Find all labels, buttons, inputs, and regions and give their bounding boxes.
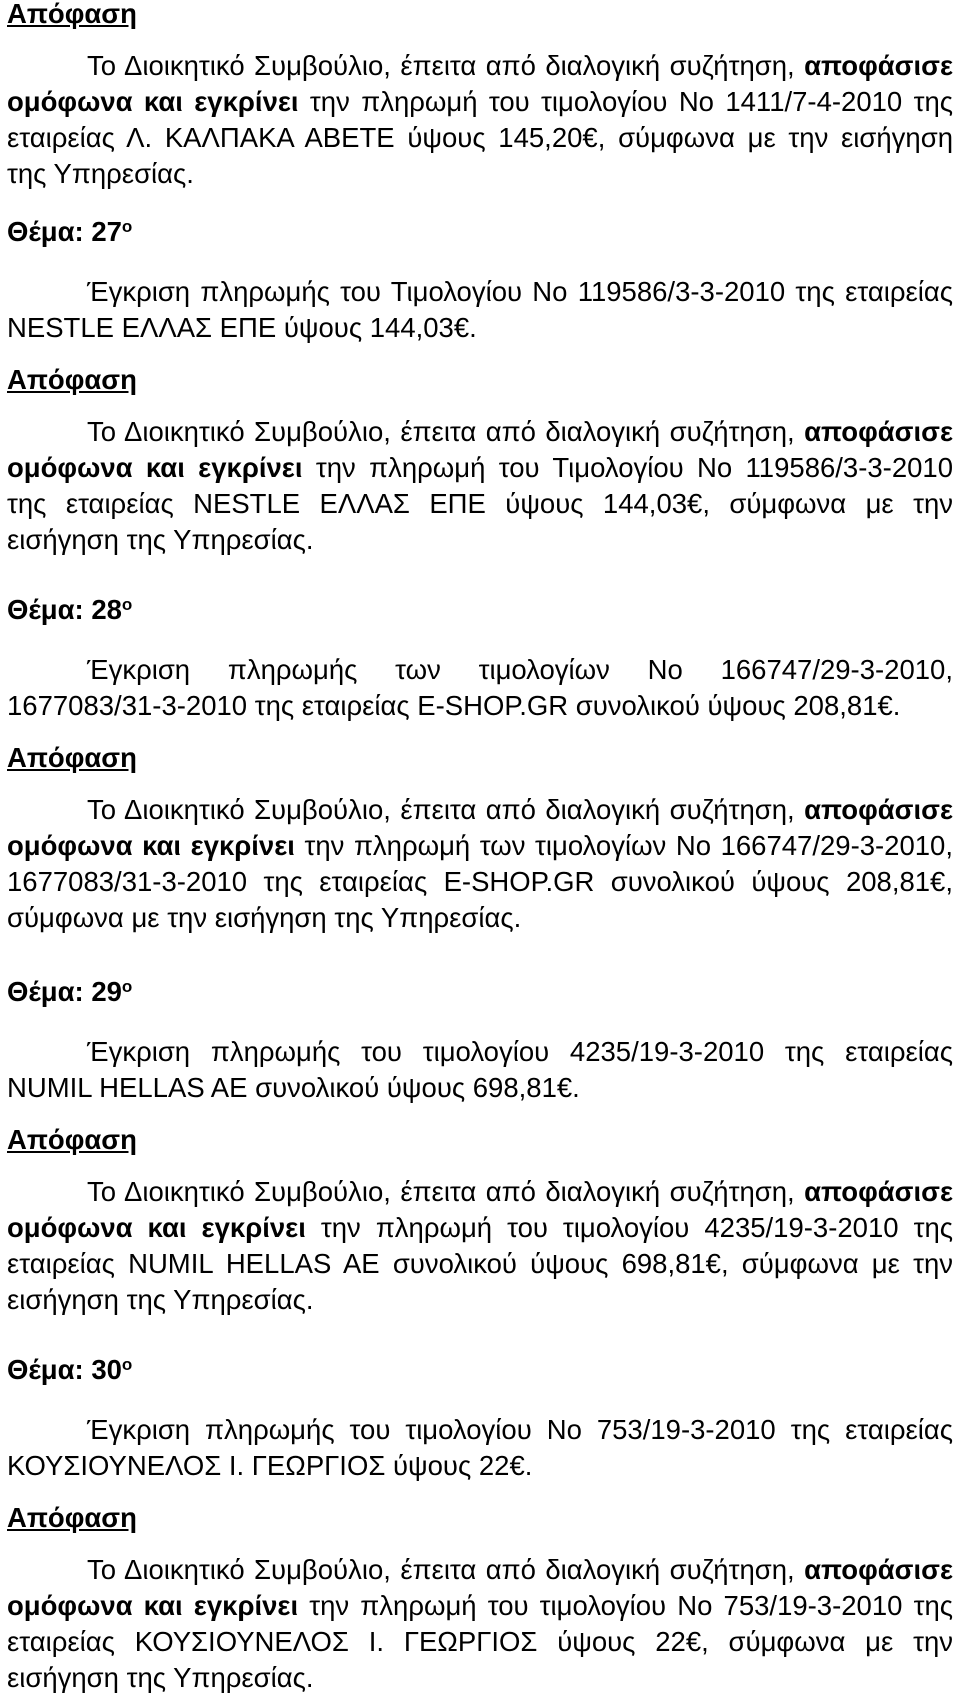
decision-paragraph: Το Διοικητικό Συμβούλιο, έπειτα από διαλογική συζήτηση, αποφάσισε ομόφωνα και εγκρίνει την πληρωμή του τιμολογίου 4235/19-3-2010 της εταιρείας NUMIL HELLAS AE συνολικού ύψους 698,81€, σύμφωνα με την εισήγηση της Υπηρεσίας. xyxy=(7,1176,953,1315)
decision-paragraph: Το Διοικητικό Συμβούλιο, έπειτα από διαλογική συζήτηση, αποφάσισε ομόφωνα και εγκρίνει την πληρωμή του τιμολογίου Νο 753/19-3-2010 της εταιρείας ΚΟΥΣΙΟΥΝΕΛΟΣ Ι. ΓΕΩΡΓΙΟΣ ύψους 22€, σύμφωνα με την εισήγηση της Υπηρεσίας. xyxy=(7,1554,953,1693)
topic-description: Έγκριση πληρωμής του Τιμολογίου Νο 119586/3-3-2010 της εταιρείας NESTLE ΕΛΛΑΣ ΕΠΕ ύψους 144,03€. xyxy=(7,276,953,343)
topic-block-27 xyxy=(7,216,953,558)
decision-heading: Απόφαση xyxy=(7,1124,137,1155)
topic-description: Έγκριση πληρωμής των τιμολογίων Νο 166747/29-3-2010, 1677083/31-3-2010 της εταιρείας E-SHOP.GR συνολικού ύψους 208,81€. xyxy=(7,654,953,721)
decision-paragraph: Το Διοικητικό Συμβούλιο, έπειτα από διαλογική συζήτηση, αποφάσισε ομόφωνα και εγκρίνει την πληρωμή του Τιμολογίου Νο 119586/3-3-2010 της εταιρείας NESTLE ΕΛΛΑΣ ΕΠΕ ύψους 144,03€, σύμφωνα με την εισήγηση της Υπηρεσίας. xyxy=(7,416,953,555)
topic-heading: Θέμα: $29^o$ xyxy=(7,976,133,1007)
topic-block-28 xyxy=(7,594,953,936)
topic-block-29 xyxy=(7,976,953,1318)
topic-heading: Θέμα: $30^o$ xyxy=(7,1354,133,1385)
decision-paragraph: Το Διοικητικό Συμβούλιο, έπειτα από διαλογική συζήτηση, αποφάσισε ομόφωνα και εγκρίνει την πληρωμή του τιμολογίου Νο 1411/7-4-2010 της εταιρείας Λ. ΚΑΛΠΑΚΑ ΑΒΕΤΕ ύψους 145,20€, σύμφωνα με την εισήγηση της Υπηρεσίας. xyxy=(7,50,953,189)
decision-heading: Απόφαση xyxy=(7,1502,137,1533)
decision-block-26 xyxy=(7,0,953,192)
topic-description: Έγκριση πληρωμής του τιμολογίου 4235/19-3-2010 της εταιρείας NUMIL HELLAS AE συνολικού ύψους 698,81€. xyxy=(7,1036,953,1103)
topic-heading: Θέμα: $27^o$ xyxy=(7,216,133,247)
decision-heading: Απόφαση xyxy=(7,0,137,29)
decision-heading: Απόφαση xyxy=(7,364,137,395)
decision-heading: Απόφαση xyxy=(7,742,137,773)
topic-heading: Θέμα: $28^o$ xyxy=(7,594,133,625)
decision-paragraph: Το Διοικητικό Συμβούλιο, έπειτα από διαλογική συζήτηση, αποφάσισε ομόφωνα και εγκρίνει την πληρωμή των τιμολογίων Νο 166747/29-3-2010, 1677083/31-3-2010 της εταιρείας E-SHOP.GR συνολικού ύψους 208,81€, σύμφωνα με την εισήγηση της Υπηρεσίας. xyxy=(7,794,953,933)
topic-block-30 xyxy=(7,1354,953,1696)
topic-description: Έγκριση πληρωμής του τιμολογίου Νο 753/19-3-2010 της εταιρείας ΚΟΥΣΙΟΥΝΕΛΟΣ Ι. ΓΕΩΡΓΙΟΣ ύψους 22€. xyxy=(7,1414,953,1481)
